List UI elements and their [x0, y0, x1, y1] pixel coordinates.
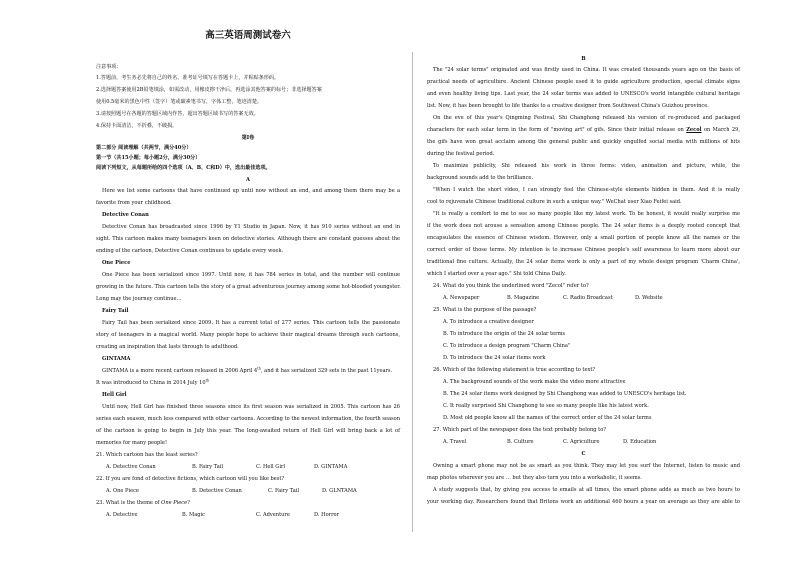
paragraph-line: series each season, much less compared with other cartoons. According to the newest information, the fourth season [96, 416, 400, 422]
paragraph-line: Owning a smart phone may not be as smart as you think. They may let you surf the Internet, listen to music and [433, 463, 740, 469]
paragraph-line: if the work does not arouse a sensation among Chinese people. The 24 solar items is a deeply rooted concept that [427, 223, 740, 229]
option: D. Website [635, 295, 663, 301]
paragraph-line: Detective Conan has broadcasted since 1996 by Y1 Studio in Japan. Now, it has 910 series without an end in [102, 224, 400, 230]
paragraph-text: on March 29, [701, 127, 740, 133]
option: A. Newspaper [443, 295, 480, 301]
superscript: th [257, 366, 261, 371]
paragraph-line: creating an inspiration that lasts through to adulthood. [96, 344, 239, 350]
instruction: 阅读下列短文，从每题所给的四个选项（A、B、C和D）中，选出最佳选项。 [96, 165, 271, 171]
option: A. The background sounds of the work make the video more attractive [443, 379, 626, 385]
paragraph-text: It was introduced to China in 2014 July 10 [96, 380, 206, 386]
question-text: 23. What is the theme of [96, 500, 162, 506]
exam-title: 高三英语周测试卷六 [205, 30, 291, 41]
paragraph-line: memories for many people! [96, 440, 167, 446]
paragraph-line: "It is really a comfort to me to see so many people like my latest work. To be honest, it would really surprise me [433, 211, 740, 217]
passage-label: B [581, 56, 586, 62]
option: B. To introduce the origin of the 24 solar terms [443, 331, 566, 337]
paragraph-text: GINTAMA is a more recent cartoon released in 2006 April 4 [102, 368, 258, 374]
paragraph-line: cool to rejuvenate Chinese traditional culture in such a unique way." WeChat user Xiao Feifei said. [427, 199, 682, 205]
paragraph-line: Until now, Hell Girl has finished three seasons since its first season was serialized in 2005. This cartoon has 26 [102, 404, 400, 410]
option: A. Detective Conan [106, 464, 156, 470]
option: D. Education [623, 439, 657, 445]
cartoon-heading: Hell Girl [102, 392, 127, 398]
option: A. One Piece [106, 488, 139, 494]
superscript: th [205, 378, 210, 383]
notice-line: 使用0.5毫米的黑色中性（签字）笔或碳素笔书写，字体工整，笔迹清楚。 [96, 99, 263, 105]
paragraph-line: growing in the future. This cartoon tells the story of a great adventurous journey among some hot-blooded youngster. [96, 284, 401, 290]
option: B. Magazine [507, 295, 540, 301]
option: B. Fairy Tail [192, 464, 224, 470]
paragraph-line: background sounds add to the brilliance. [427, 175, 534, 181]
passage-label: C [581, 451, 586, 457]
paragraph-text: , and it has serialized 329 sets in the past 11years. [260, 368, 393, 374]
paragraph-line: correct order of those terms. My intention is to increase Chinese people's self awareness to learn more about our [427, 247, 740, 253]
question-25: 25. What is the purpose of the passage? [433, 307, 537, 313]
question-title-italic: One Piece [161, 500, 188, 506]
question-text: ? [187, 500, 190, 506]
paragraph-line: your working day. Researchers found that Britons work an additional 460 hours a year on average as they are able to [427, 499, 740, 505]
paragraph-line: The "24 solar terms" originated and was firstly used in China. It was created thousands years ago on the basis of [433, 67, 740, 73]
question-23 [96, 500, 190, 507]
option: D. GINTAMA [314, 464, 348, 470]
notice-line: 4.保持卡面清洁，不折叠，不破损。 [96, 123, 178, 129]
notice-line: 3.请按照题号在各题的答题区域内作答，超出答题区域书写的答案无效。 [96, 111, 259, 117]
question-21: 21. Which cartoon has the least series? [96, 452, 198, 458]
option: B. The 24 solar items work designed by Shi Changhong was added to UNESCO's heritage list. [443, 391, 687, 397]
paragraph-line: Long may the journey continue… [96, 296, 182, 302]
paragraph-line: sight. This cartoon makes many teenagers keen on detective stories. Although there are constant guesses about the [96, 236, 400, 242]
paragraph-line: of the cartoon is going to begin in July this year. The long-awaited return of Hell Girl will bring back a lot of [96, 428, 400, 434]
option: B. Detective Conan [192, 488, 242, 494]
paragraph-line: list. Now, it has been brought to life thanks to a creative designer from Southwest China's Guizhou province. [427, 103, 709, 109]
paragraph-line: ending of the cartoon, Detective Conan continues to update every week. [96, 248, 284, 254]
paragraph-line: practical needs of agriculture. Ancient Chinese people used it to guide agriculture production, special climate signs [427, 79, 740, 85]
column-divider [412, 52, 413, 532]
option: D. Most old people know all the names of the correct order of the 24 solar terms [443, 415, 652, 421]
option: B. Culture [507, 439, 534, 445]
paragraph-line: To maximize publicity, Shi released his work in three forms: video, animation and picture, while, the [433, 163, 740, 169]
paragraph-line: Here we list some cartoons that have continued up until now without an end, and among them there may be a [102, 188, 400, 194]
paragraph-line: during the festival period. [427, 151, 495, 157]
paragraph-line: One Piece has been serialized since 1997. Until now, it has 784 series in total, and the number will continue [102, 272, 400, 278]
paragraph-line: which I started over a year ago." Shi told China Daily. [427, 271, 566, 277]
paragraph-line: favorite from your childhood. [96, 200, 172, 206]
paragraph-line: On the eve of this year's Qingming Festival, Shi Changhong released his version of re-produced and packaged [433, 115, 740, 121]
paragraph-line [96, 380, 209, 387]
cartoon-heading: GINTAMA [102, 356, 131, 362]
notice-line: 1.答题前，考生务必先将自己的姓名、准考证号填写在答题卡上，并粘贴条形码。 [96, 75, 280, 81]
option: C. Agriculture [563, 439, 600, 445]
cartoon-heading: One Piece [102, 260, 131, 266]
paragraph-text: characters for each solar term in the form of "moving art" of gifs. Since their initial release on [427, 127, 687, 133]
paragraph-line: and even healthy living tips. Last year, the 24 solar terms was added to UNESCO's world intangible cultural heritage [427, 91, 740, 97]
paragraph-line: A study suggests that, by giving you access to emails at all times, the smart phone adds as much as two hours to [433, 487, 740, 493]
paragraph-line: map photos wherever you are … but they also turn you into a workaholic, it seems. [427, 475, 642, 481]
option: C. Fairy Tail [268, 488, 300, 494]
paragraph-line: "When I watch the short video, I can strongly feel the Chinese-style elements hidden in them. And it is really [433, 187, 740, 193]
option: C. To introduce a design program "Charm China" [443, 343, 571, 349]
question-22: 22. If you are fond of detective fictions, which cartoon will you like best? [96, 476, 285, 482]
option: A. Detective [106, 512, 138, 518]
question-27: 27. Which part of the newspaper does the text probably belong to? [433, 427, 607, 433]
part-heading: 第二部分 阅读理解（共两节，满分40分） [96, 145, 192, 151]
question-26: 26. Which of the following statement is true according to text? [433, 367, 596, 373]
volume-heading: 第I卷 [241, 135, 255, 141]
option: C. Hell Girl [256, 464, 286, 470]
option: C. Radio Broadcast [563, 295, 613, 301]
paragraph-line [427, 127, 740, 134]
paragraph-line: Fairy Tail has been serialized since 2009. It has a current total of 277 series. This cartoon tells the passionate [102, 320, 400, 326]
paragraph-line: story of teenagers in a magical world. Many people hope to achieve their magical dreams through such cartoons, [96, 332, 400, 338]
paragraph-line: traditional fine culture. Actually, the 24 solar items work is only a part of my whole design program 'Charm China', [427, 259, 740, 265]
passage-label: A [246, 177, 250, 183]
section-heading: 第一节（共15小题；每小题2分，满分30分） [96, 155, 201, 161]
option: D. To introduce the 24 solar items work [443, 355, 546, 361]
option: D. GLNTAMA [322, 488, 357, 494]
notice-line: 2.选择题答案使用2B铅笔填涂，如需改动，用橡皮擦干净后，再选涂其他答案的标号；非选择题答案 [96, 87, 322, 93]
option: B. Magic [182, 512, 205, 518]
question-24: 24. What do you think the underlined word "Zecol" refer to? [433, 283, 589, 289]
option: C. Adventure [256, 512, 290, 518]
paragraph-line [102, 368, 392, 375]
underlined-word: Zecol [686, 127, 702, 133]
notice-heading: 注意事项： [96, 64, 122, 70]
cartoon-heading: Fairy Tail [102, 308, 129, 314]
paragraph-line: encapsulates the essence of Chinese wisdom. However, only a small portion of people know all the names or the [427, 235, 740, 241]
option: A. Travel [443, 439, 467, 445]
option: D. Horror [314, 512, 340, 518]
option: C. It really surprised Shi Changhong to see so many people like his latest work. [443, 403, 649, 409]
option: A. To introduce a creative designer [443, 319, 534, 325]
paragraph-line: the gifs have won great acclaim among the general public and quickly engulfed social media with millions of hits [427, 139, 740, 145]
cartoon-heading: Detective Conan [102, 212, 149, 218]
